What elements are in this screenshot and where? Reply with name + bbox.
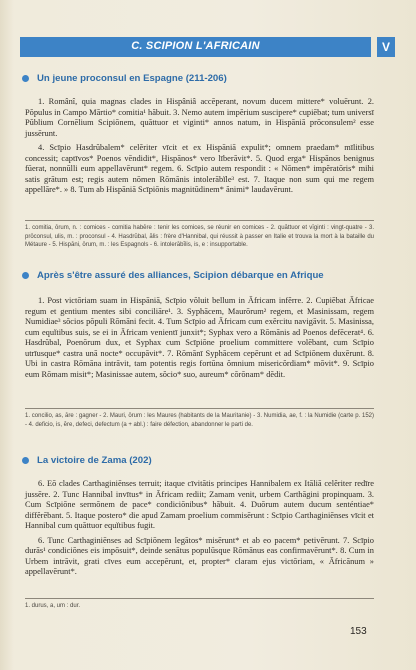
section-heading-1 xyxy=(22,73,227,84)
chapter-title: C. SCIPION L'AFRICAIN xyxy=(131,40,260,52)
section-heading-text: La victoire de Zama (202) xyxy=(37,455,152,466)
bullet-icon xyxy=(22,272,29,279)
footnote-divider xyxy=(25,408,374,409)
footnote-divider xyxy=(25,220,374,221)
section-heading-text: Après s'être assuré des alliances, Scipion débarque en Afrique xyxy=(37,270,324,281)
paragraph: 1. Post victōriam suam in Hispāniā, Scīpio vŏluit bellum in Āfricam infĕrre. 2. Cupiēbat Āfricae regum et gentium mentes sibi conciliāre¹. 3. Syphācem, Maurōrum² regem, et Masinissam, regem Numidiae³ sŏcios pŏpuli Rōmāni fecit. 4. Tum Scīpio ad Āfricam cum exĕrcitu navigāvit. 5. Masinissa, cum equĭtibus suis, se ei in Āfricam venientī junxit*; Syphax vero a Rōmānis ad Poenos defēcerat⁴. 6. Hasdrŭbal, Poenōrum dux, et Syphax cum Scīpiōne proelium committere volēbant, cum Scīpio utrīusque* castra unā nocte* occupāvit*. 7. Rōmānī Syphācem cepērunt et ad Scīpiōnem duxērunt. 8. Ubi in castra Rōmāna intrāvit, tam potentis regis fortūna ŏmnium misericŏrdiam* mōvit*. 9. Scīpio eum Rōmam misit*; Masinissae autem, sŏcio* suo, aureum* cŏrōnam* dĕdit. xyxy=(25,296,374,379)
section-1-text xyxy=(25,97,374,200)
section-heading-3 xyxy=(22,455,152,466)
footnote-divider xyxy=(25,598,374,599)
section-2-footnotes: 1. concilio, as, āre : gagner - 2. Mauri, ōrum : les Maures (habitants de la Mauritanie) - 3. Numidia, ae, f. : la Numidie (carte p. 152) - 4. deficio, is, ĕre, defeci, defectum (a + abl.) : faire défection, abandonner le parti de. xyxy=(25,413,374,428)
chapter-number-badge: V xyxy=(377,37,395,57)
section-heading-2 xyxy=(22,270,324,281)
section-3-text xyxy=(25,479,374,582)
section-1-footnotes: 1. comitia, ōrum, n. : comices - comitia habēre : tenir les comices, se réunir en comices - 2. quăttuor et vīginti : vingt-quatre - 3. prōconsul, ulis, m. : proconsul - 4. Hasdrŭbal, ălis : frère d'Hannibal, qui réussit à passer en Italie et trouva la mort à la bataille du Métaure - 5. Hispāni, ōrum, m. : les Espagnols - 6. intolerābĭlis, is, e : insupportable. xyxy=(25,225,374,249)
section-heading-text: Un jeune proconsul en Espagne (211-206) xyxy=(37,73,227,84)
bullet-icon xyxy=(22,457,29,464)
page-number: 153 xyxy=(350,626,367,637)
chapter-header-bar xyxy=(20,37,371,57)
bullet-icon xyxy=(22,75,29,82)
paragraph: 1. Românî, quia magnas clades in Hispâniâ accēperant, novum ducem mittere* voluērunt. 2. Pŏpulus in Campo Mārtio* comitia¹ hăbuit. 3. Nemo autem impĕrium suscipere* cupiēbat; tum universī Pŭblium Cornēlium Scipiōnem, quăttuor et viginti* annos natum, in Hispāniā prōconsulem² esse jussērunt. xyxy=(25,97,374,138)
paragraph: 4. Scīpio Hasdrŭbalem* celĕriter vīcit et ex Hispāniā expulit*; omnem praedam* mīlitibus concessit; captīvos* Poenos vēndidit*, Hispānos* vero līberāvit*. 5. Quod erga* Hispānos benignus fūerat, nonnūlli eum appellavērunt* regem. 6. Scīpio autem respondit : « Nōmen* impĕratōris* mihi satis grātum est; regis autem nōmen Rōmānis intolerābĭle³ est. 7. Itaque non sum qui me regem appellāre*. » 8. Tum ab Hispāniā Scīpiōnis magnitūdinem* ănimi* laudavērunt. xyxy=(25,143,374,194)
section-2-text xyxy=(25,296,374,384)
section-3-footnotes: 1. durus, a, um : dur. xyxy=(25,603,81,609)
paragraph: 6. Tunc Carthaginiēnses ad Scīpiōnem legātos* misērunt* et ab eo pacem* petivērunt. 7. Scīpio durās¹ condiciōnes eis impōsuit*, deinde senātus populūsque Rōmānus eas confirmavērunt*. 8. Cum in Urbem intrāvit, grati cīves eum accepērunt, et, propter* claram ejus victōriam, « Āfricānum » appellavērunt*. xyxy=(25,535,374,576)
paragraph: 6. Eō clades Carthaginiēnses terruit; itaque cīvitātis principes Hannibalem ex Itāliā celĕriter redīre jussēre. 2. Tunc Hannibal invītus* in Āfricam rediit; Zamam venit, urbem Carthāgini propinquam. 3. Cum Scīpiōne sermōnem de pace* condiciōnibus* hăbuit. 4. Duōrum autem ducum senténtiae* diffĕrēbant. 5. Itaque postero* die apud Zamam proelium commisērunt : Scīpio Carthaginiēnses vīcit et Hannibal cum quăttuor equĭtibus fugit. xyxy=(25,479,374,530)
